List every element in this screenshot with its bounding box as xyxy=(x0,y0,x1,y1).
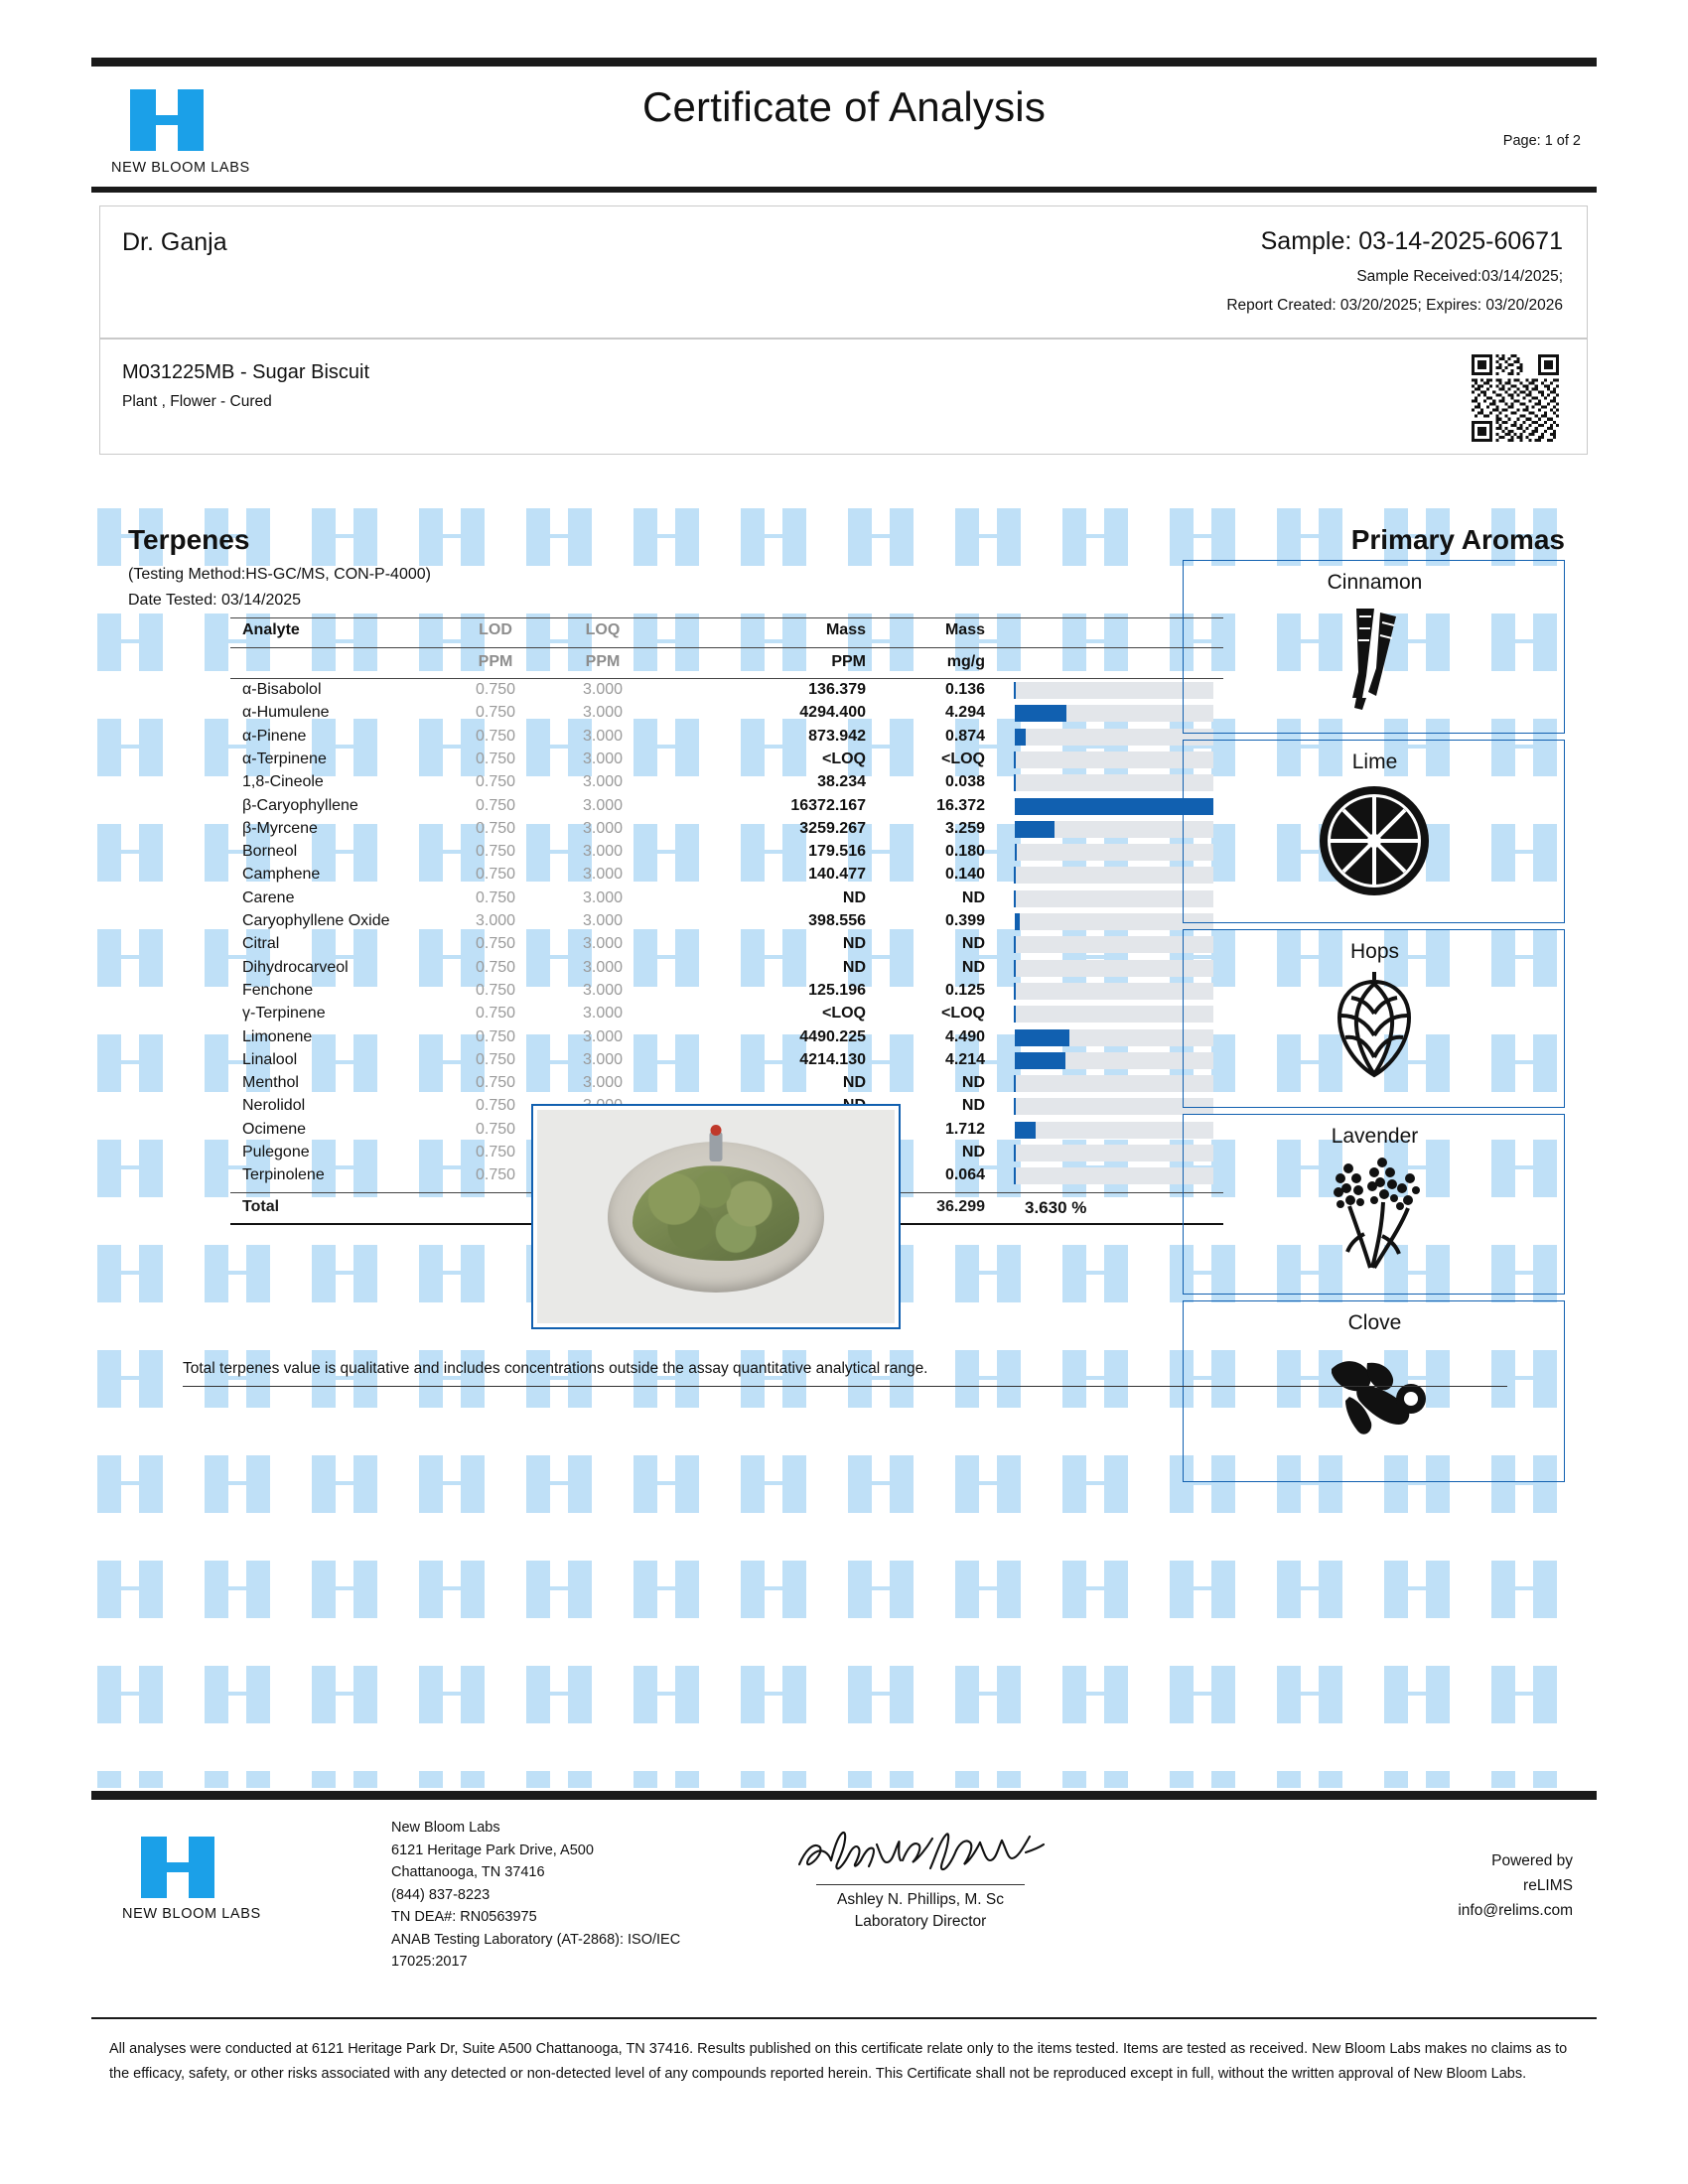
cinnamon-sticks-icon xyxy=(1327,603,1422,717)
bar-fill xyxy=(1015,729,1026,746)
cell-analyte: Citral xyxy=(242,935,280,953)
total-mgg: 36.299 xyxy=(936,1197,985,1215)
cell-lod: 0.750 xyxy=(475,1166,516,1184)
page-header xyxy=(91,75,1597,175)
results-panel xyxy=(91,496,1597,1788)
sample-received-date: Sample Received:03/14/2025; xyxy=(1356,268,1563,285)
sample-marker xyxy=(710,1132,723,1161)
cell-mass-ppm: 16372.167 xyxy=(790,796,866,814)
cell-analyte: Fenchone xyxy=(242,981,314,999)
cell-mass-mgg: 0.125 xyxy=(944,981,985,999)
aroma-card-clove xyxy=(1183,1300,1565,1482)
lab-dea: TN DEA#: RN0563975 xyxy=(391,1909,537,1925)
cell-loq: 3.000 xyxy=(582,958,624,976)
cell-mass-mgg: 0.180 xyxy=(944,843,985,861)
logo-wordmark: NEW BLOOM LABS xyxy=(111,160,250,176)
table-row xyxy=(230,959,1223,982)
lavender-sprigs-icon xyxy=(1321,1157,1428,1279)
qr-code[interactable] xyxy=(1472,354,1559,442)
cell-analyte: Nerolidol xyxy=(242,1097,306,1115)
cell-lod: 0.750 xyxy=(475,704,516,722)
cell-loq: 3.000 xyxy=(582,1005,624,1023)
cell-lod: 0.750 xyxy=(475,796,516,814)
cell-mass-ppm: 4294.400 xyxy=(799,704,866,722)
cell-analyte: β-Caryophyllene xyxy=(242,796,358,814)
cell-analyte: Pulegone xyxy=(242,1144,310,1160)
cell-mass-mgg: 0.140 xyxy=(944,866,985,884)
total-label: Total xyxy=(242,1197,280,1215)
lab-name: New Bloom Labs xyxy=(391,1820,500,1836)
cell-lod: 0.750 xyxy=(475,1050,516,1068)
cell-analyte: Terpinolene xyxy=(242,1166,325,1184)
cell-mass-mgg: 0.874 xyxy=(944,727,985,745)
cell-mass-mgg: 4.294 xyxy=(944,704,985,722)
cell-mass-ppm: 140.477 xyxy=(808,866,866,884)
sample-info-box xyxy=(99,205,1588,339)
cell-lod: 0.750 xyxy=(475,958,516,976)
cell-lod: 0.750 xyxy=(475,1074,516,1092)
table-row xyxy=(230,1051,1223,1074)
aroma-label-lime: Lime xyxy=(1351,751,1398,773)
units-lod: PPM xyxy=(478,653,513,670)
col-header-lod: LOD xyxy=(479,621,512,638)
cell-lod: 0.750 xyxy=(475,727,516,745)
note-divider xyxy=(183,1386,1507,1387)
cell-mass-mgg: 4.490 xyxy=(944,1027,985,1045)
client-name: Dr. Ganja xyxy=(122,228,227,256)
cell-mass-mgg: ND xyxy=(961,1144,985,1160)
bar-tick xyxy=(1014,983,1016,1000)
lab-accreditation-1: ANAB Testing Laboratory (AT-2868): ISO/IEC xyxy=(391,1931,681,1948)
cell-mass-ppm: 179.516 xyxy=(808,843,866,861)
cell-analyte: α-Terpinene xyxy=(242,750,327,767)
cell-mass-mgg: 0.064 xyxy=(944,1166,985,1184)
table-row xyxy=(230,728,1223,751)
col-header-mass-mgg: Mass xyxy=(944,621,985,638)
terpene-note: Total terpenes value is qualitative and includes concentrations outside the assay quantitative analytical range. xyxy=(183,1360,928,1377)
disclaimer-divider xyxy=(91,2017,1597,2019)
cell-loq: 3.000 xyxy=(582,935,624,953)
aroma-label-cinnamon: Cinnamon xyxy=(1327,571,1423,594)
cell-mass-ppm: 125.196 xyxy=(808,981,866,999)
bar-fill xyxy=(1015,1122,1036,1139)
hops-cone-icon xyxy=(1314,972,1435,1088)
table-row xyxy=(230,889,1223,912)
cell-loq: 3.000 xyxy=(582,866,624,884)
cell-mass-ppm: 136.379 xyxy=(808,681,866,698)
cell-mass-ppm: <LOQ xyxy=(821,750,866,767)
cell-analyte: Dihydrocarveol xyxy=(242,958,349,976)
table-row xyxy=(230,1074,1223,1097)
cell-lod: 0.750 xyxy=(475,1005,516,1023)
date-tested: Date Tested: 03/14/2025 xyxy=(128,592,302,609)
cell-mass-ppm: 398.556 xyxy=(808,912,866,929)
product-name: M031225MB - Sugar Biscuit xyxy=(122,361,370,383)
bar-fill xyxy=(1015,913,1020,930)
aroma-card-lavender xyxy=(1183,1114,1565,1295)
cell-analyte: Ocimene xyxy=(242,1120,307,1138)
cell-analyte: Menthol xyxy=(242,1074,299,1092)
cell-mass-ppm: 873.942 xyxy=(808,727,866,745)
cell-mass-mgg: 3.259 xyxy=(944,819,985,837)
cell-analyte: Linalool xyxy=(242,1050,298,1068)
cell-analyte: Carene xyxy=(242,888,295,906)
cell-loq: 3.000 xyxy=(582,1027,624,1045)
cell-lod: 0.750 xyxy=(475,1120,516,1138)
lab-address-block xyxy=(391,1817,680,1974)
signature-icon xyxy=(791,1825,1050,1882)
cell-lod: 0.750 xyxy=(475,866,516,884)
page-title: Certificate of Analysis xyxy=(641,83,1047,130)
cell-mass-mgg: 0.399 xyxy=(944,912,985,929)
cell-loq: 3.000 xyxy=(582,750,624,767)
aroma-label-hops: Hops xyxy=(1349,940,1400,963)
cell-loq: 3.000 xyxy=(582,888,624,906)
units-mass-ppm: PPM xyxy=(831,653,866,670)
bar-tick xyxy=(1014,960,1016,977)
bar-tick xyxy=(1014,1075,1016,1092)
cell-analyte: α-Humulene xyxy=(242,704,330,722)
sample-photo xyxy=(531,1104,901,1329)
table-row xyxy=(230,797,1223,820)
bar-tick xyxy=(1014,682,1016,699)
cell-lod: 0.750 xyxy=(475,1144,516,1160)
bar-fill xyxy=(1015,705,1066,722)
platform-name: reLIMS xyxy=(1523,1877,1573,1894)
footer-logo-wordmark: NEW BLOOM LABS xyxy=(122,1906,261,1922)
cell-mass-ppm: 38.234 xyxy=(817,773,866,791)
bar-tick xyxy=(1014,1145,1016,1161)
cell-loq: 3.000 xyxy=(582,704,624,722)
cell-mass-ppm: 4214.130 xyxy=(799,1050,866,1068)
cell-mass-mgg: 0.038 xyxy=(944,773,985,791)
bar-fill xyxy=(1015,1052,1065,1069)
table-row xyxy=(230,751,1223,773)
bar-tick xyxy=(1014,936,1016,953)
page-number: Page: 1 of 2 xyxy=(1502,133,1581,149)
product-type: Plant , Flower - Cured xyxy=(122,393,272,410)
bar-tick xyxy=(1014,867,1016,884)
col-header-analyte: Analyte xyxy=(242,621,300,638)
cell-mass-mgg: 16.372 xyxy=(936,796,985,814)
powered-by-label: Powered by xyxy=(1491,1852,1573,1869)
col-header-loq: LOQ xyxy=(585,621,621,638)
cell-loq: 3.000 xyxy=(582,681,624,698)
signer-role: Laboratory Director xyxy=(854,1913,987,1930)
bar-tick xyxy=(1014,1006,1016,1023)
cell-mass-ppm: ND xyxy=(842,1074,866,1092)
cell-mass-ppm: ND xyxy=(842,958,866,976)
cell-lod: 0.750 xyxy=(475,773,516,791)
header-divider xyxy=(91,187,1597,193)
cell-loq: 3.000 xyxy=(582,912,624,929)
cell-loq: 3.000 xyxy=(582,843,624,861)
table-row xyxy=(230,843,1223,866)
cell-lod: 0.750 xyxy=(475,1027,516,1045)
bar-tick xyxy=(1014,751,1016,768)
top-divider xyxy=(91,58,1597,67)
cell-lod: 0.750 xyxy=(475,935,516,953)
cell-analyte: α-Pinene xyxy=(242,727,307,745)
powered-by-block xyxy=(1458,1848,1573,1923)
bar-fill xyxy=(1015,821,1055,838)
page-footer xyxy=(91,1807,1597,2010)
cell-loq: 3.000 xyxy=(582,773,624,791)
total-percent: 3.630 % xyxy=(1025,1197,1087,1217)
table-units-row xyxy=(230,649,1223,677)
cell-analyte: Caryophyllene Oxide xyxy=(242,912,390,929)
cell-mass-mgg: ND xyxy=(961,958,985,976)
cell-lod: 0.750 xyxy=(475,819,516,837)
citrus-slice-icon xyxy=(1316,782,1433,904)
cell-mass-mgg: ND xyxy=(961,935,985,953)
cell-analyte: α-Bisabolol xyxy=(242,681,322,698)
cell-analyte: Limonene xyxy=(242,1027,313,1045)
table-row xyxy=(230,1005,1223,1027)
cell-loq: 3.000 xyxy=(582,981,624,999)
cell-analyte: Borneol xyxy=(242,843,298,861)
table-row xyxy=(230,773,1223,796)
section-title-terpenes: Terpenes xyxy=(128,524,250,555)
sample-id: Sample: 03-14-2025-60671 xyxy=(1260,227,1563,255)
aroma-label-clove: Clove xyxy=(1347,1311,1402,1334)
aroma-label-lavender: Lavender xyxy=(1331,1125,1419,1148)
table-row xyxy=(230,866,1223,888)
bar-fill xyxy=(1015,1029,1069,1046)
lab-address-2: Chattanooga, TN 37416 xyxy=(391,1864,545,1880)
cell-lod: 0.750 xyxy=(475,843,516,861)
cell-mass-mgg: ND xyxy=(961,888,985,906)
bar-tick xyxy=(1014,1098,1016,1115)
bar-tick xyxy=(1014,1167,1016,1184)
cell-mass-ppm: 4490.225 xyxy=(799,1027,866,1045)
table-row xyxy=(230,704,1223,727)
cell-lod: 0.750 xyxy=(475,750,516,767)
cell-mass-mgg: 1.712 xyxy=(944,1120,985,1138)
cell-mass-ppm: ND xyxy=(842,935,866,953)
cell-lod: 0.750 xyxy=(475,888,516,906)
cell-mass-ppm: ND xyxy=(842,888,866,906)
footer-logo-icon xyxy=(137,1829,232,1902)
table-row xyxy=(230,820,1223,843)
cell-analyte: Camphene xyxy=(242,866,321,884)
cell-lod: 0.750 xyxy=(475,681,516,698)
aroma-card-hops xyxy=(1183,929,1565,1108)
cell-mass-ppm: <LOQ xyxy=(821,1005,866,1023)
table-row xyxy=(230,1028,1223,1051)
table-row xyxy=(230,982,1223,1005)
cell-mass-ppm: 3259.267 xyxy=(799,819,866,837)
cell-mass-mgg: <LOQ xyxy=(940,750,985,767)
cell-loq: 3.000 xyxy=(582,1050,624,1068)
units-mass-mgg: mg/g xyxy=(946,653,985,670)
table-header-row xyxy=(230,617,1223,645)
table-row xyxy=(230,935,1223,958)
disclaimer-text: All analyses were conducted at 6121 Heritage Park Dr, Suite A500 Chattanooga, TN 37416. Results published on this certificate relate only to the items tested. Items are tested as received. New Bloom Labs makes no claims as to the efficacy, safety, or other risks associated with any detected or non-detected level of any compounds reported herein. This Certificate shall not be reproduced except in full, without the written approval of New Bloom Labs. xyxy=(109,2041,1568,2082)
cell-mass-mgg: ND xyxy=(961,1074,985,1092)
lab-address-1: 6121 Heritage Park Drive, A500 xyxy=(391,1842,594,1858)
cell-loq: 3.000 xyxy=(582,796,624,814)
units-loq: PPM xyxy=(585,653,621,670)
cell-lod: 0.750 xyxy=(475,1097,516,1115)
lab-phone: (844) 837-8223 xyxy=(391,1886,491,1903)
cell-analyte: β-Myrcene xyxy=(242,819,318,837)
bar-fill xyxy=(1015,844,1017,861)
signature-block xyxy=(786,1825,1055,1931)
cell-mass-mgg: <LOQ xyxy=(940,1005,985,1023)
bar-tick xyxy=(1014,890,1016,907)
cell-analyte: γ-Terpinene xyxy=(242,1005,326,1023)
signer-name: Ashley N. Phillips, M. Sc xyxy=(837,1891,1004,1908)
aroma-card-cinnamon xyxy=(1183,560,1565,734)
cell-mass-mgg: 4.214 xyxy=(944,1050,985,1068)
aroma-card-lime xyxy=(1183,740,1565,923)
lab-accreditation-2: 17025:2017 xyxy=(391,1954,468,1970)
table-row xyxy=(230,681,1223,704)
testing-method: (Testing Method:HS-GC/MS, CON-P-4000) xyxy=(128,566,431,583)
bottom-divider xyxy=(91,1791,1597,1800)
cell-loq: 3.000 xyxy=(582,727,624,745)
cell-lod: 3.000 xyxy=(475,912,516,929)
cell-lod: 0.750 xyxy=(475,981,516,999)
product-info-box xyxy=(99,339,1588,455)
cell-loq: 3.000 xyxy=(582,819,624,837)
cell-mass-mgg: ND xyxy=(961,1097,985,1115)
table-row xyxy=(230,912,1223,935)
platform-email[interactable]: info@relims.com xyxy=(1458,1902,1573,1919)
signature-line xyxy=(816,1884,1025,1885)
cell-analyte: 1,8-Cineole xyxy=(242,773,324,791)
report-dates: Report Created: 03/20/2025; Expires: 03/20/2026 xyxy=(1226,297,1563,314)
bar-tick xyxy=(1014,774,1016,791)
col-header-mass-ppm: Mass xyxy=(825,621,866,638)
section-title-aromas: Primary Aromas xyxy=(1350,524,1565,555)
cell-mass-mgg: 0.136 xyxy=(944,681,985,698)
cell-loq: 3.000 xyxy=(582,1074,624,1092)
